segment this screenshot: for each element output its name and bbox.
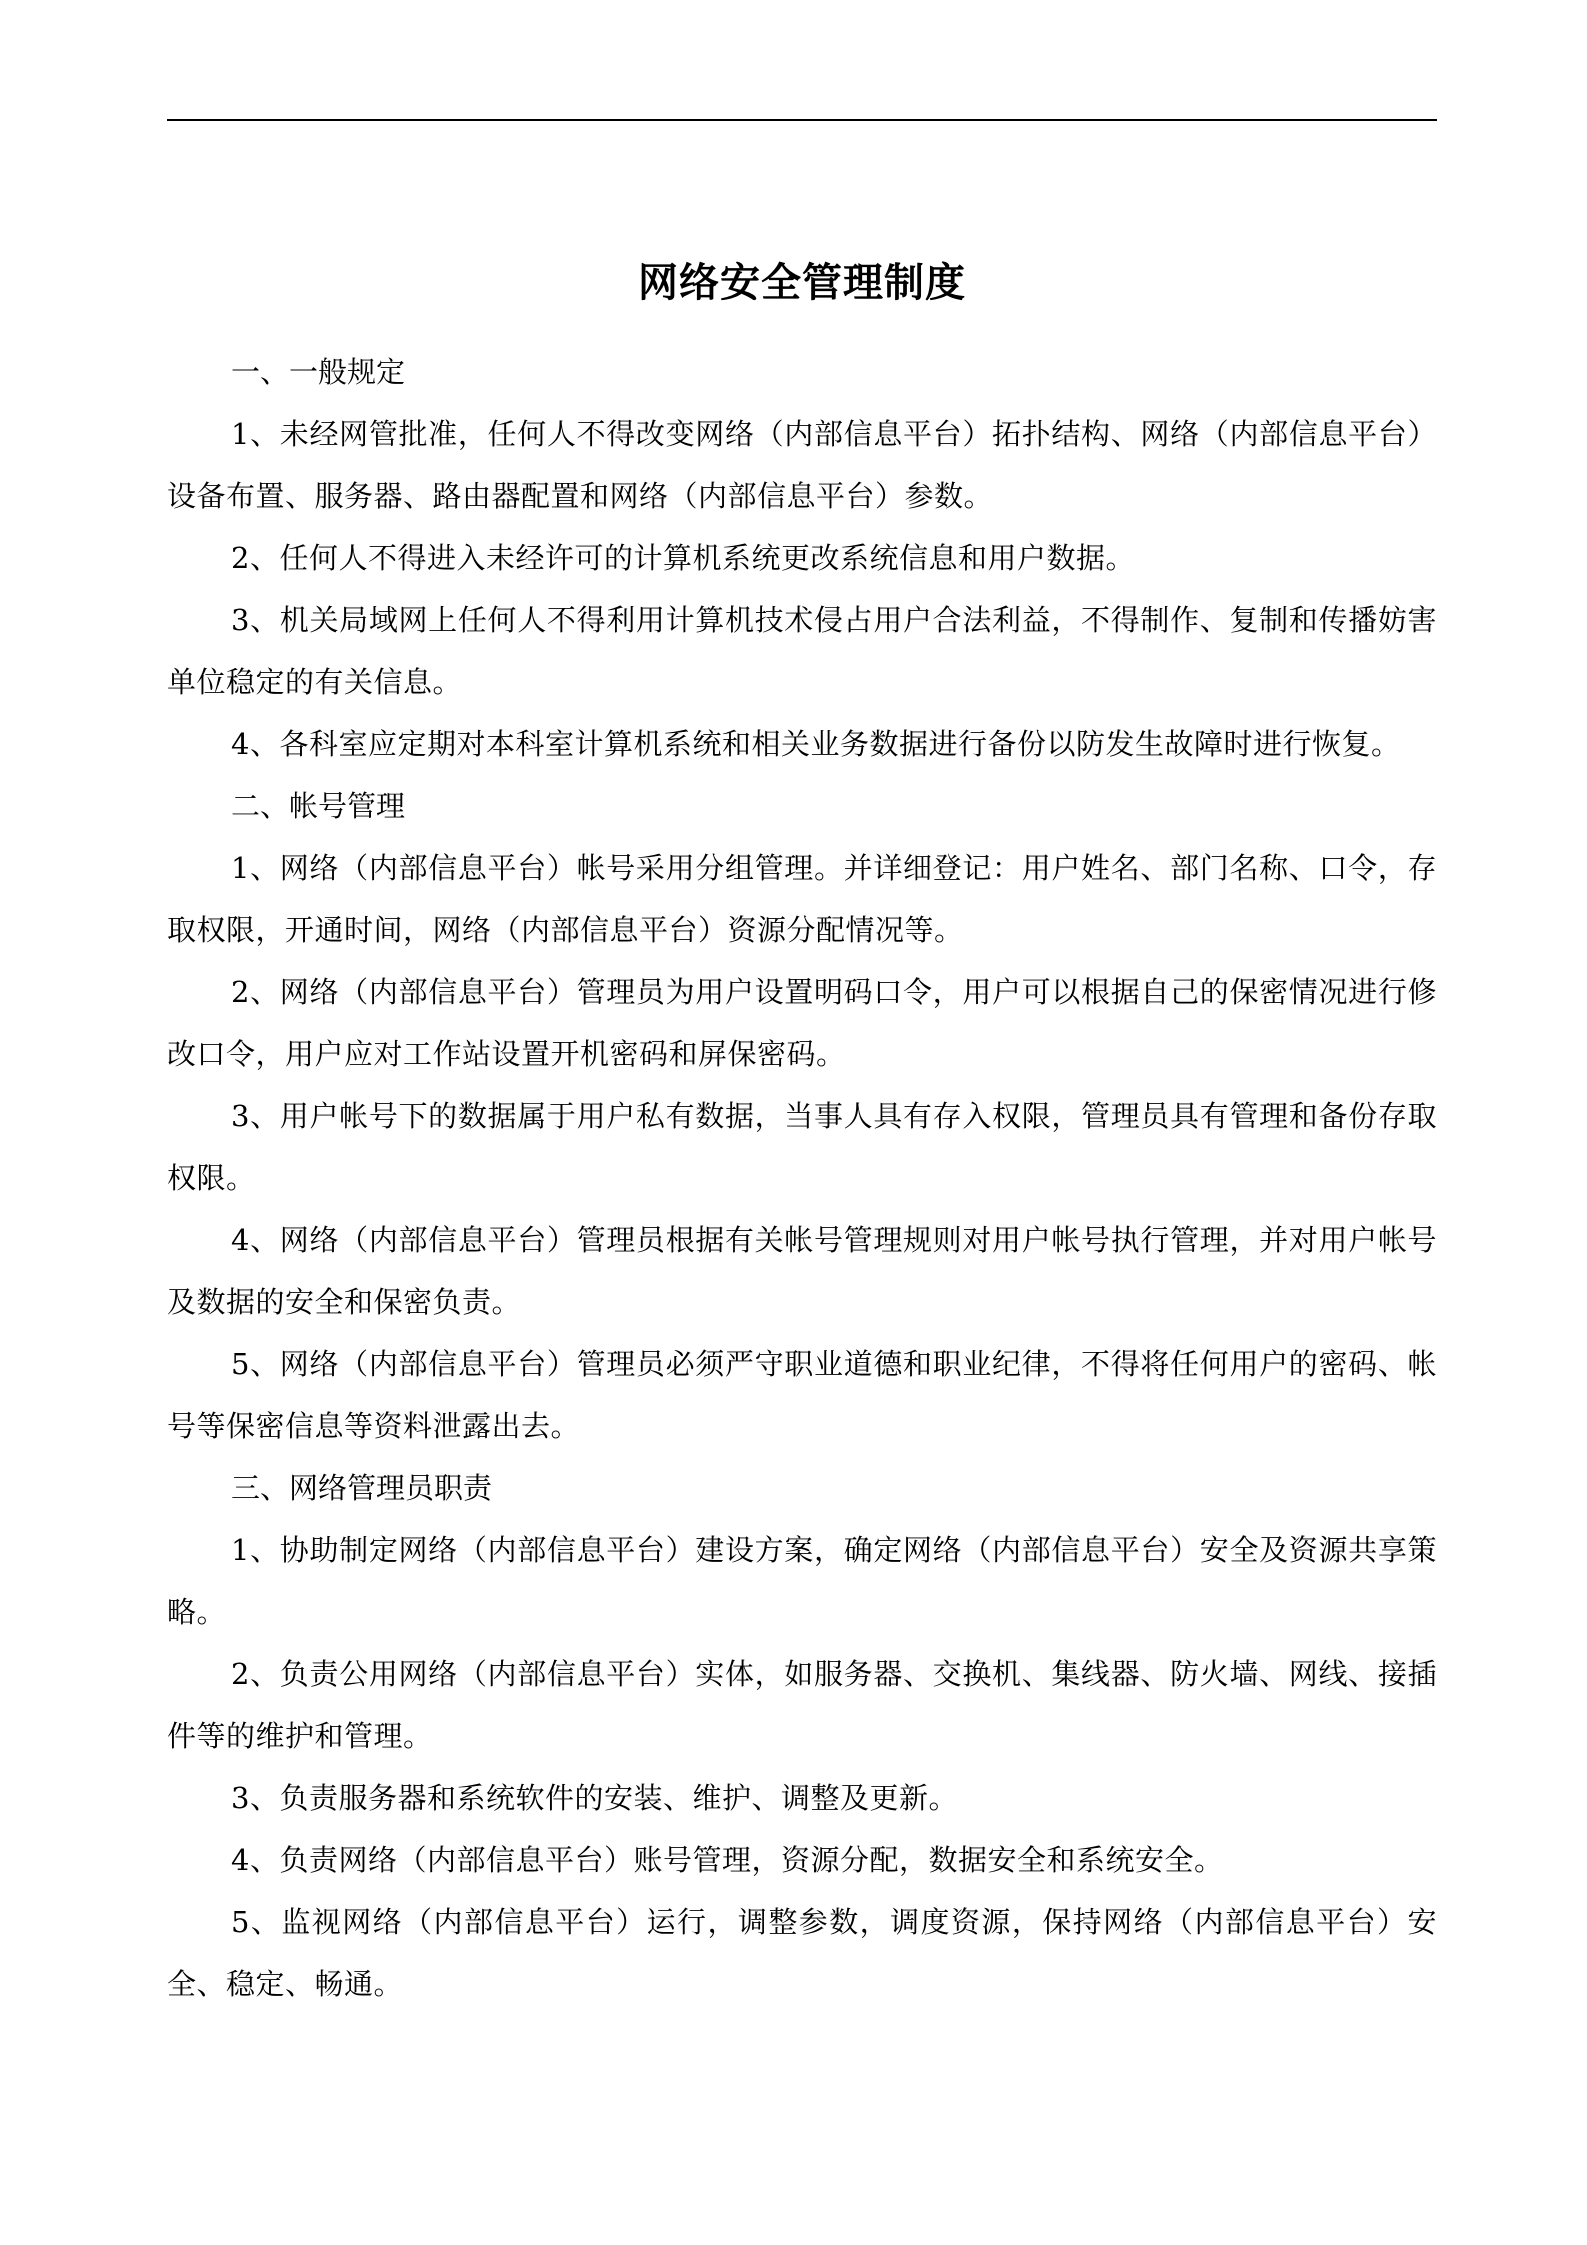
paragraph: 3、机关局域网上任何人不得利用计算机技术侵占用户合法利益，不得制作、复制和传播妨害单位稳定的有关信息。	[167, 603, 1437, 699]
header-rule	[167, 119, 1437, 121]
paragraph: 5、监视网络（内部信息平台）运行，调整参数，调度资源，保持网络（内部信息平台）安全、稳定、畅通。	[167, 1905, 1437, 2001]
paragraph: 1、未经网管批准，任何人不得改变网络（内部信息平台）拓扑结构、网络（内部信息平台）设备布置、服务器、路由器配置和网络（内部信息平台）参数。	[167, 417, 1437, 513]
paragraph: 1、网络（内部信息平台）帐号采用分组管理。并详细登记：用户姓名、部门名称、口令，存取权限，开通时间，网络（内部信息平台）资源分配情况等。	[167, 851, 1437, 947]
paragraph: 4、网络（内部信息平台）管理员根据有关帐号管理规则对用户帐号执行管理，并对用户帐号及数据的安全和保密负责。	[167, 1223, 1437, 1319]
paragraph: 3、负责服务器和系统软件的安装、维护、调整及更新。	[231, 1781, 958, 1815]
paragraph: 2、任何人不得进入未经许可的计算机系统更改系统信息和用户数据。	[231, 541, 1135, 575]
paragraph: 4、各科室应定期对本科室计算机系统和相关业务数据进行备份以防发生故障时进行恢复。	[231, 727, 1401, 761]
paragraph: 4、负责网络（内部信息平台）账号管理，资源分配，数据安全和系统安全。	[231, 1843, 1224, 1877]
section-heading: 二、帐号管理	[231, 789, 406, 823]
section-account-management	[167, 775, 1437, 1457]
paragraph: 1、协助制定网络（内部信息平台）建设方案，确定网络（内部信息平台）安全及资源共享策略。	[167, 1533, 1437, 1629]
paragraph: 5、网络（内部信息平台）管理员必须严守职业道德和职业纪律，不得将任何用户的密码、帐号等保密信息等资料泄露出去。	[167, 1347, 1437, 1443]
section-heading: 一、一般规定	[231, 355, 406, 389]
section-general-rules	[167, 341, 1437, 775]
document-body	[167, 341, 1437, 2015]
document-title: 网络安全管理制度	[638, 259, 966, 306]
paragraph: 2、网络（内部信息平台）管理员为用户设置明码口令，用户可以根据自己的保密情况进行修改口令，用户应对工作站设置开机密码和屏保密码。	[167, 975, 1437, 1071]
section-heading: 三、网络管理员职责	[231, 1471, 493, 1505]
section-admin-duties	[167, 1457, 1437, 2015]
paragraph: 2、负责公用网络（内部信息平台）实体，如服务器、交换机、集线器、防火墙、网线、接插件等的维护和管理。	[167, 1657, 1437, 1753]
paragraph: 3、用户帐号下的数据属于用户私有数据，当事人具有存入权限，管理员具有管理和备份存取权限。	[167, 1099, 1437, 1195]
